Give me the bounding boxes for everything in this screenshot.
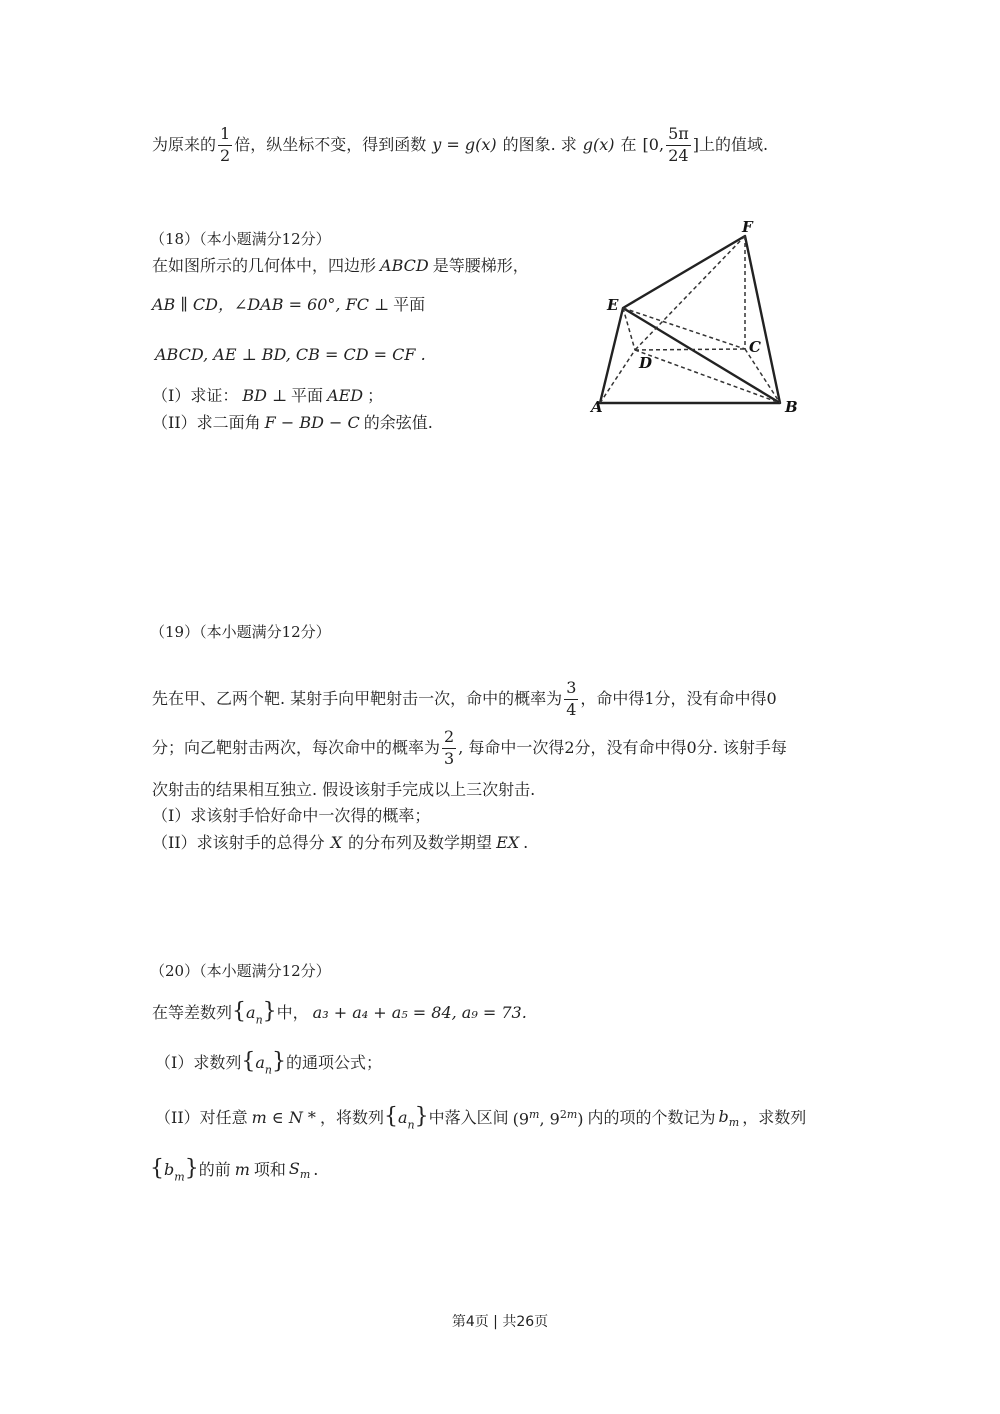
q17-text-2: 倍，纵坐标不变，得到函数 — [234, 135, 427, 155]
q18-part-2 — [152, 415, 433, 431]
q18-line2-math: AB ∥ CD，∠DAB = 60°, FC ⊥ — [152, 295, 390, 314]
q20-last-end: . — [313, 1160, 319, 1180]
label-A: A — [591, 398, 603, 416]
q19-part2-ex: EX — [496, 833, 520, 852]
q18-line-3 — [155, 347, 426, 363]
q20-p2-a: （II）对任意 — [155, 1108, 248, 1128]
interval-9m-92m: (9$^m$, $9^{2m}$) — [512, 1108, 584, 1129]
q18-line-2 — [152, 297, 425, 313]
q20-p2-e: ，求数列 — [742, 1108, 807, 1128]
q20-p1-a: （I）求数列 — [155, 1053, 242, 1073]
q18-part2-math: F − BD − C — [264, 413, 360, 432]
page-footer: 第4页 | 共26页 — [451, 1314, 549, 1330]
sm-symbol: $S_m$ — [288, 1158, 311, 1181]
q20-p2-b: ，将数列 — [319, 1108, 384, 1128]
q20-l1-b: 中， — [276, 1003, 309, 1023]
seq-an-1: $\{a_n\}$ — [232, 999, 277, 1027]
seq-an-2: $\{a_n\}$ — [241, 1049, 286, 1077]
q17-func-eq: y = g(x) — [432, 135, 497, 155]
fraction-5pi-24: $\frac{5\pi}{24}$ — [668, 124, 689, 165]
fraction-one-half: $\frac{1}{2}$ — [220, 124, 231, 165]
q19-part2-x: X — [330, 833, 343, 852]
q18-part1-math2: AED — [327, 386, 364, 405]
q18-line3-math: ABCD, AE ⊥ BD, CB = CD = CF . — [155, 345, 426, 364]
q20-header: （20）（本小题满分12分） — [150, 962, 331, 980]
q17-interval-open: [0, — [642, 135, 665, 155]
q18-line1-end: 是等腰梯形， — [432, 256, 529, 275]
q19-l1-text: 先在甲、乙两个靶. 某射手向甲靶射击一次，命中的概率为 — [152, 689, 563, 709]
q19-part-1: （I）求该射手恰好命中一次得的概率； — [152, 806, 431, 825]
seq-an-3: $\{a_n\}$ — [383, 1104, 429, 1132]
q20-p2-m: m ∈ N * — [251, 1108, 316, 1128]
fraction-2-3: $\frac{2}{3}$ — [444, 727, 455, 768]
q18-line-1 — [152, 258, 529, 274]
q20-part-1 — [155, 1051, 382, 1075]
q20-p1-b: 的通项公式； — [285, 1053, 382, 1073]
q18-part1-mid: 平面 — [291, 386, 324, 405]
q19-line-2 — [152, 729, 787, 768]
q19-part2-a: （II）求该射手的总得分 — [152, 833, 325, 852]
label-D: D — [639, 354, 653, 372]
q18-line2-end: 平面 — [393, 295, 426, 314]
q19-l1-end: ，命中得1分，没有命中得0 — [580, 689, 777, 709]
q17-gx: g(x) — [582, 135, 615, 155]
q20-last-b: 项和 — [253, 1160, 286, 1180]
q20-part-2 — [155, 1106, 806, 1130]
q17-text-3: 的图象. 求 — [502, 135, 577, 155]
q19-part2-b: 的分布列及数学期望 — [348, 833, 493, 852]
segment-FD — [635, 236, 745, 350]
q17-text-1: 为原来的 — [152, 135, 217, 155]
q18-header: （18）（本小题满分12分） — [150, 230, 331, 248]
q18-part2-prefix: （II）求二面角 — [152, 413, 261, 432]
label-E: E — [607, 296, 619, 314]
seq-bm: $\{b_m\}$ — [150, 1156, 199, 1184]
q17-interval-close: ] — [692, 135, 700, 155]
q18-line1-text: 在如图所示的几何体中，四边形 — [152, 256, 377, 275]
q18-part-1 — [152, 388, 383, 404]
q18-part1-end: ； — [367, 386, 384, 405]
q18-part1-prefix: （I）求证： — [152, 386, 239, 405]
q20-last-m: m — [234, 1160, 250, 1180]
q17-tail-line — [152, 126, 768, 165]
q20-line-last — [150, 1158, 318, 1182]
label-C: C — [749, 338, 761, 356]
q20-last-a: 的前 — [198, 1160, 231, 1180]
label-F: F — [742, 218, 753, 236]
q17-text-4: 在 — [620, 135, 637, 155]
q19-line-3: 次射击的结果相互独立. 假设该射手完成以上三次射击. — [152, 780, 536, 799]
geometry-figure — [585, 218, 810, 418]
q19-part-2 — [152, 835, 528, 851]
q19-header: （19）（本小题满分12分） — [150, 623, 331, 641]
q19-l2-text: 分；向乙靶射击两次，每次命中的概率为 — [152, 738, 441, 758]
q18-part1-math: BD ⊥ — [242, 386, 288, 405]
q18-abcd: ABCD — [380, 256, 429, 275]
bm-symbol: $b_m$ — [718, 1106, 740, 1129]
q19-part2-c: . — [523, 833, 529, 852]
q19-line-1 — [152, 680, 777, 719]
segment-outline — [600, 236, 780, 403]
q20-p2-c: 中落入区间 — [428, 1108, 509, 1128]
q20-l1-eq: a₃ + a₄ + a₅ = 84, a₉ = 73. — [312, 1003, 527, 1023]
q20-line-1 — [152, 1001, 527, 1025]
q17-text-5: 上的值域. — [699, 135, 769, 155]
label-B: B — [785, 398, 798, 416]
q19-l2-end: , 每命中一次得2分，没有命中得0分. 该射手每 — [458, 738, 787, 758]
q20-l1-a: 在等差数列 — [152, 1003, 233, 1023]
fraction-3-4: $\frac{3}{4}$ — [566, 678, 577, 719]
q18-part2-end: 的余弦值. — [363, 413, 433, 432]
q20-p2-d: 内的项的个数记为 — [587, 1108, 716, 1128]
